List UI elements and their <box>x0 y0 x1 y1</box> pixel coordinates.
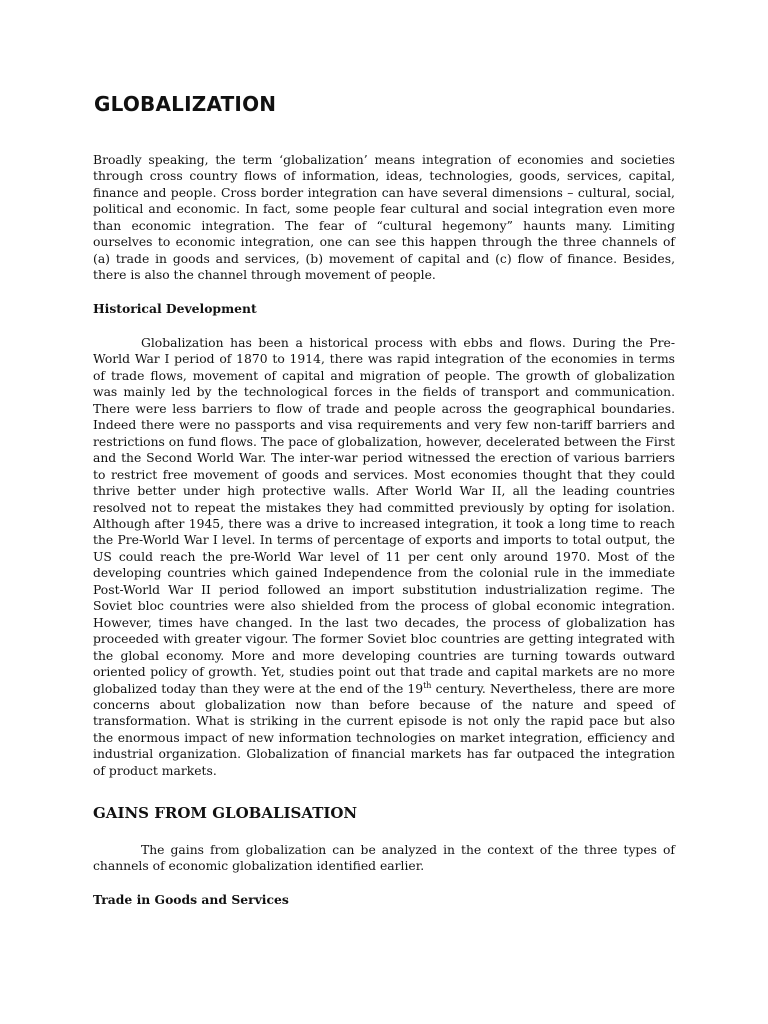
trade-goods-services-heading: Trade in Goods and Services <box>93 892 289 907</box>
document-title: GLOBALIZATION <box>94 92 277 116</box>
century-superscript: th <box>423 680 432 690</box>
historical-paragraph <box>93 335 675 779</box>
gains-heading: GAINS FROM GLOBALISATION <box>93 804 358 822</box>
intro-paragraph: Broadly speaking, the term ‘globalization’ means integration of economies and societies through cross country flows of information, ideas, technologies, goods, services, capital, finance and people. Cross border integration can have several dimensions – cultural, social, political and economic. In fact, some people fear cultural and social integration even more than economic integration. The fear of “cultural hegemony” haunts many. Limiting ourselves to economic integration, one can see this happen through the three channels of (a) trade in goods and services, (b) movement of capital and (c) flow of finance. Besides, there is also the channel through movement of people. <box>93 153 675 283</box>
historical-paragraph-part1: Globalization has been a historical process with ebbs and flows. During the Pre-World War I period of 1870 to 1914, there was rapid integration of the economies in terms of trade flows, movement of capital and migration of people. The growth of globalization was mainly led by the technological forces in the fields of transport and communication. There were less barriers to flow of trade and people across the geographical boundaries. Indeed there were no passports and visa requirements and very few non-tariff barriers and restrictions on fund flows. The pace of globalization, however, decelerated between the First and the Second World War. The inter-war period witnessed the erection of various barriers to restrict free movement of goods and services. Most economies thought that they could thrive better under high protective walls. After World War II, all the leading countries resolved not to repeat the mistakes they had committed previously by opting for isolation. Although after 1945, there was a drive to increased integration, it took a long time to reach the Pre-World War I level. In terms of percentage of exports and imports to total output, the US could reach the pre-World War level of 11 per cent only around 1970. Most of the developing countries which gained Independence from the colonial rule in the immediate Post-World War II period followed an import substitution industrialization regime. The Soviet bloc countries were also shielded from the process of global economic integration. However, times have changed. In the last two decades, the process of globalization has proceeded with greater vigour. The former Soviet bloc countries are getting integrated with the global economy. More and more developing countries are turning towards outward oriented policy of growth. Yet, studies point out that trade and capital markets are no more globalized today than they were at the end of the 19 <box>93 336 676 696</box>
historical-development-heading: Historical Development <box>93 301 257 316</box>
historical-paragraph-part2: century. Nevertheless, there are more concerns about globalization now than before because of the nature and speed of transformation. What is striking in the current episode is not only the rapid pace but also the enormous impact of new information technologies on market integration, efficiency and industrial organization. Globalization of financial markets has far outpaced the integration of product markets. <box>93 681 675 778</box>
gains-paragraph: The gains from globalization can be analyzed in the context of the three types of channels of economic globalization identified earlier. <box>93 843 675 874</box>
